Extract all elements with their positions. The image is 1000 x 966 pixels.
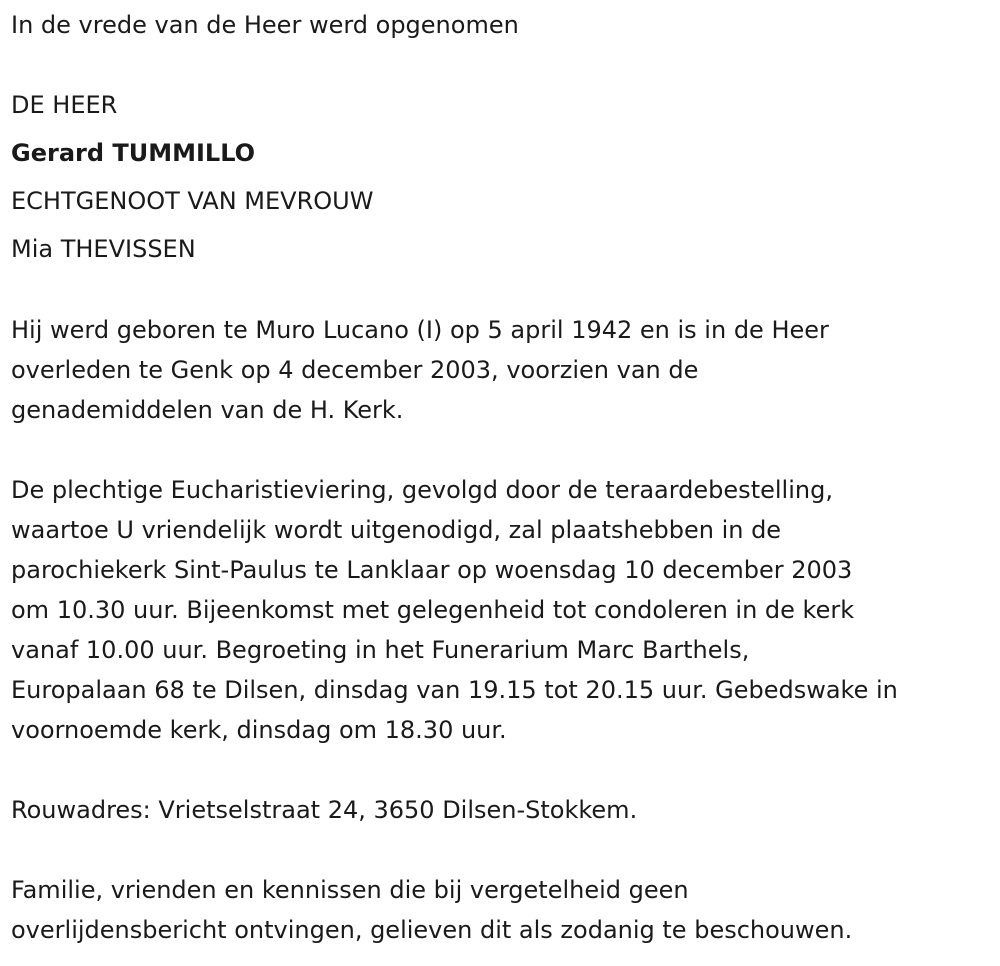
mourning-address: Rouwadres: Vrietselstraat 24, 3650 Dilsen-Stokkem. bbox=[11, 796, 638, 824]
spouse-name: Mia THEVISSEN bbox=[11, 235, 196, 263]
deceased-name: Gerard TUMMILLO bbox=[11, 139, 256, 167]
title-line: DE HEER bbox=[11, 91, 118, 119]
closing-paragraph bbox=[11, 870, 986, 950]
address-paragraph bbox=[11, 790, 986, 830]
paragraph-line: overleden te Genk op 4 december 2003, voorzien van de bbox=[11, 356, 699, 384]
opening-line: In de vrede van de Heer werd opgenomen bbox=[11, 11, 519, 39]
paragraph-line: vanaf 10.00 uur. Begroeting in het Funerarium Marc Barthels, bbox=[11, 636, 750, 664]
paragraph-line: genademiddelen van de H. Kerk. bbox=[11, 396, 404, 424]
paragraph-line: voornoemde kerk, dinsdag om 18.30 uur. bbox=[11, 716, 507, 744]
relation-line: ECHTGENOOT VAN MEVROUW bbox=[11, 187, 374, 215]
paragraph-line: Hij werd geboren te Muro Lucano (I) op 5 april 1942 en is in de Heer bbox=[11, 316, 829, 344]
paragraph-line: waartoe U vriendelijk wordt uitgenodigd, zal plaatshebben in de bbox=[11, 516, 782, 544]
paragraph-line: om 10.30 uur. Bijeenkomst met gelegenheid tot condoleren in de kerk bbox=[11, 596, 855, 624]
paragraph-line: De plechtige Eucharistieviering, gevolgd door de teraardebestelling, bbox=[11, 476, 833, 504]
paragraph-line: overlijdensbericht ontvingen, gelieven dit als zodanig te beschouwen. bbox=[11, 916, 853, 944]
birth-paragraph bbox=[11, 310, 986, 430]
ceremony-paragraph bbox=[11, 470, 986, 750]
paragraph-line: Europalaan 68 te Dilsen, dinsdag van 19.15 tot 20.15 uur. Gebedswake in bbox=[11, 676, 898, 704]
paragraph-line: Familie, vrienden en kennissen die bij vergetelheid geen bbox=[11, 876, 689, 904]
paragraph-line: parochiekerk Sint-Paulus te Lanklaar op woensdag 10 december 2003 bbox=[11, 556, 853, 584]
